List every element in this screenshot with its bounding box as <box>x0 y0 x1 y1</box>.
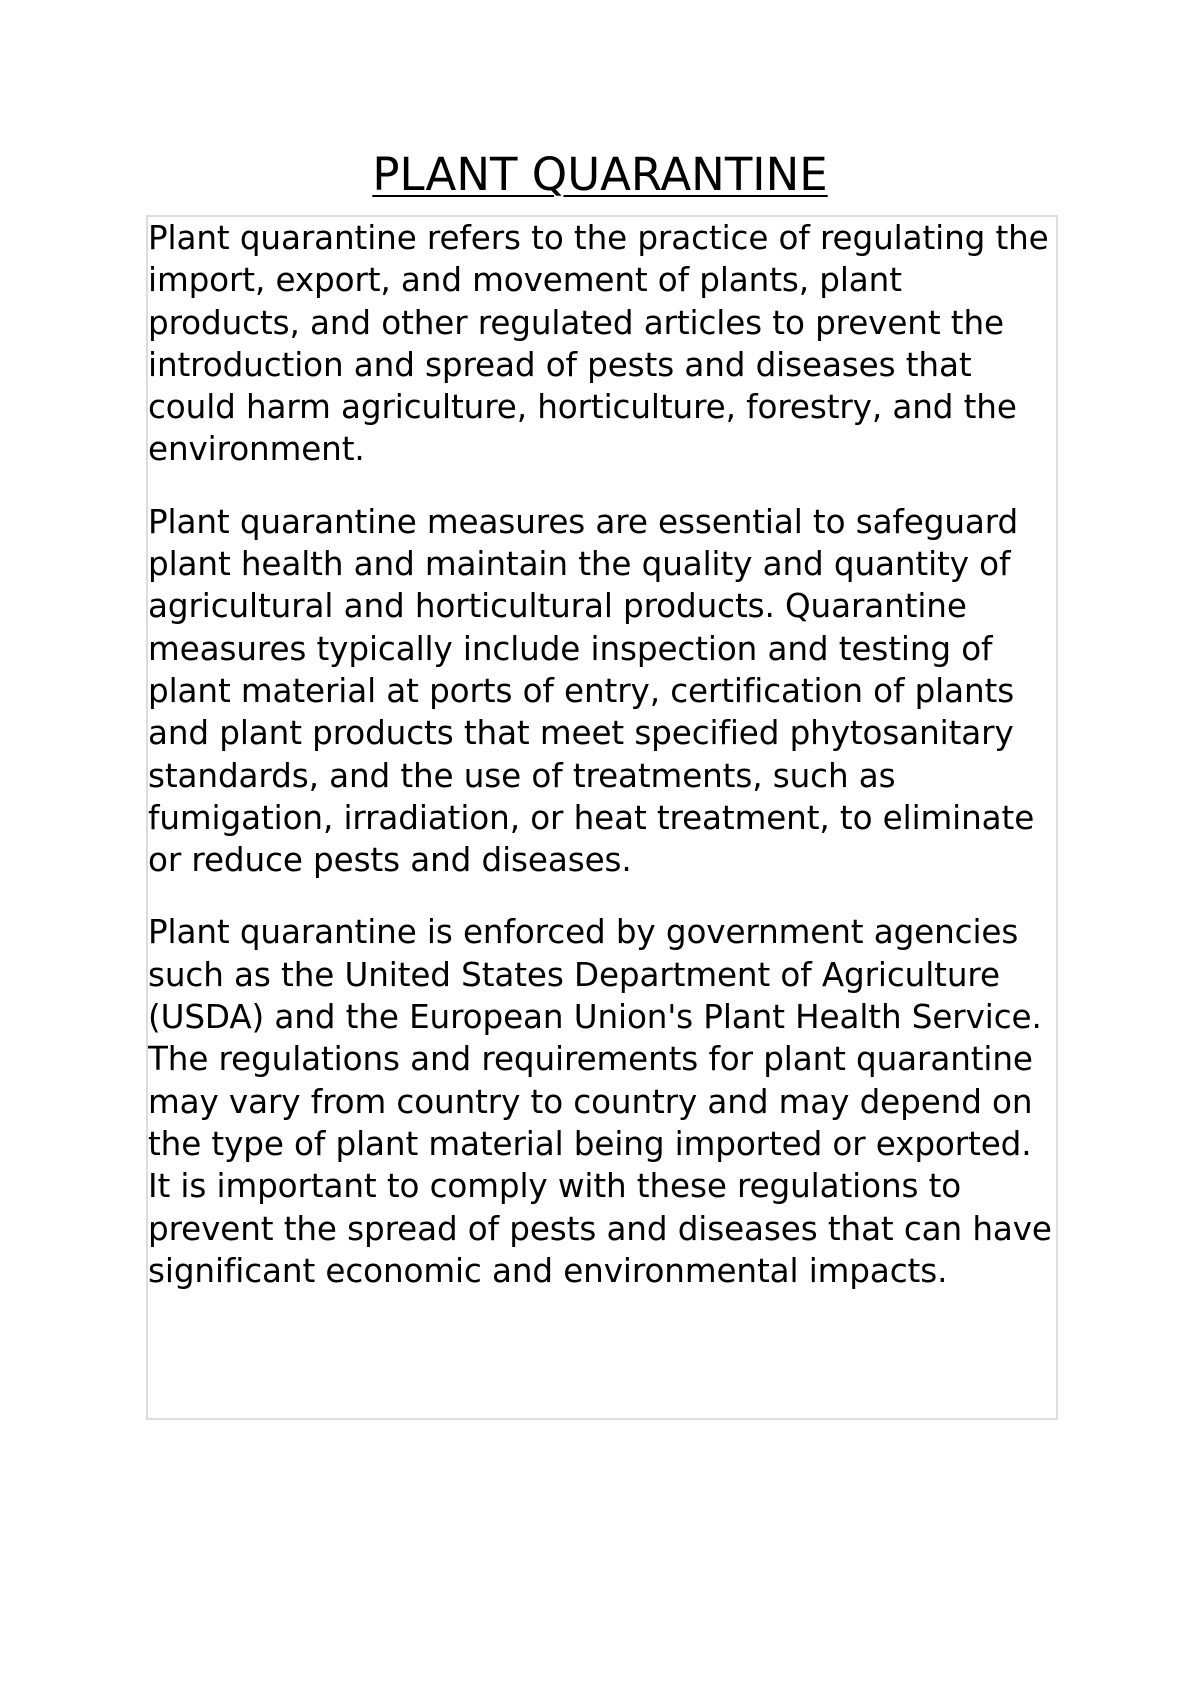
body-text-box <box>146 215 1058 1420</box>
paragraph-definition: Plant quarantine refers to the practice of regulating the import, export, and movement of plants, plant products, and other regulated articles to prevent the introduction and spread of pests and diseases that could harm agriculture, horticulture, forestry, and the environment. <box>148 219 1049 469</box>
paragraph-enforcement: Plant quarantine is enforced by government agencies such as the United States Department of Agriculture (USDA) and the European Union's Plant Health Service. The regulations and requirements for plant quarantine may vary from country to country and may depend on the type of plant material being imported or exported. It is important to comply with these regulations to prevent the spread of pests and diseases that can have significant economic and environmental impacts. <box>148 913 1052 1290</box>
paragraph-measures: Plant quarantine measures are essential to safeguard plant health and maintain the quality and quantity of agricultural and horticultural products. Quarantine measures typically include inspection and testing of plant material at ports of entry, certification of plants and plant products that meet specified phytosanitary standards, and the use of treatments, such as fumigation, irradiation, or heat treatment, to eliminate or reduce pests and diseases. <box>148 502 1035 880</box>
document-title: PLANT QUARANTINE <box>372 148 828 201</box>
